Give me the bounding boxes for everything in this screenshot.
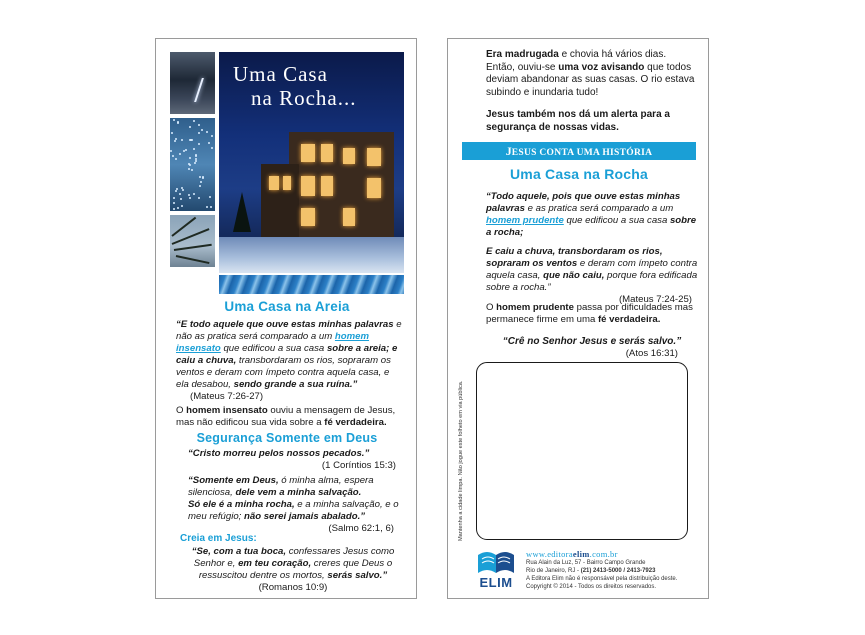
banner-word: ESUS bbox=[511, 148, 537, 158]
raindrop bbox=[190, 139, 192, 141]
raindrop bbox=[198, 124, 200, 126]
cover-title-line2: na Rocha... bbox=[251, 86, 357, 110]
highlight-prudente: homem prudente bbox=[486, 215, 564, 226]
raindrop bbox=[209, 196, 211, 198]
quote-bold: “Se, com a tua boca, bbox=[191, 546, 287, 557]
raindrop bbox=[180, 198, 182, 200]
text-bold: homem prudente bbox=[496, 302, 574, 313]
quote-bold: “Crê no Senhor Jesus e serás salvo.” bbox=[502, 336, 682, 347]
cover-title-line1: Uma Casa bbox=[233, 62, 328, 86]
raindrop bbox=[183, 150, 185, 152]
quote-bold: “Cristo morreu pelos nossos pecados.” bbox=[188, 448, 370, 459]
raindrop bbox=[193, 193, 195, 195]
pine-tree bbox=[233, 192, 251, 232]
address-line: Rua Alain da Luz, 57 - Bairro Campo Grande bbox=[526, 560, 646, 566]
house-window bbox=[367, 148, 381, 166]
quote-bold: que não caiu, bbox=[543, 270, 605, 281]
quote-text: ó minha alma, espera silenciosa, bbox=[188, 475, 374, 498]
raindrop bbox=[199, 176, 201, 178]
raindrop bbox=[206, 131, 208, 133]
house-window bbox=[367, 178, 381, 198]
elim-logo-text: ELIM bbox=[479, 575, 513, 590]
raindrop bbox=[181, 205, 183, 207]
raindrop bbox=[172, 155, 174, 157]
copyright-text: Copyright © 2014 - Todos os direitos reservados. bbox=[526, 584, 657, 590]
scripture-reference: (1 Coríntios 15:3) bbox=[321, 460, 396, 471]
rain-photo bbox=[170, 118, 215, 211]
website-link[interactable] bbox=[526, 549, 706, 559]
quote-bold: “Todo aquele, pois que ouve estas minhas palavras bbox=[486, 191, 681, 214]
quote-text: e não as pratica será comparado a um bbox=[176, 319, 402, 342]
raindrop bbox=[211, 147, 213, 149]
scripture-reference: (Atos 16:31) bbox=[625, 348, 678, 359]
text: www.editora bbox=[526, 549, 573, 559]
raindrop bbox=[199, 185, 201, 187]
raindrop bbox=[195, 154, 197, 156]
scripture-acts-16-31 bbox=[486, 336, 698, 360]
text-bold: Era madrugada bbox=[486, 49, 559, 60]
house-window bbox=[301, 208, 315, 226]
raindrop bbox=[181, 139, 183, 141]
quote-bold: Só ele é a minha rocha, bbox=[188, 499, 295, 510]
scripture-romans-10-9 bbox=[182, 546, 404, 594]
raindrop bbox=[206, 206, 208, 208]
house-window bbox=[301, 144, 315, 162]
alert-paragraph: Jesus também nos dá um alerta para a segurança de nossas vidas. bbox=[486, 109, 670, 133]
text: e chovia há vários dias. Então, ouviu-se bbox=[486, 49, 667, 73]
raindrop bbox=[179, 153, 181, 155]
snowy-ground bbox=[219, 237, 404, 273]
storm-photo bbox=[170, 52, 215, 114]
banner-initial: J bbox=[505, 144, 512, 158]
quote-text: porque fora edificada sobre a rocha.” bbox=[486, 270, 698, 293]
text-bold: homem insensato bbox=[186, 405, 268, 416]
palm-frond bbox=[176, 255, 210, 264]
quote-bold: serás salvo.” bbox=[327, 570, 388, 581]
palm-frond bbox=[174, 244, 212, 251]
raindrop bbox=[198, 143, 200, 145]
raindrop bbox=[189, 157, 191, 159]
scripture-psalm-62 bbox=[188, 475, 400, 535]
house-window bbox=[321, 144, 333, 162]
creia-heading: Creia em Jesus: bbox=[180, 533, 257, 544]
house-wing bbox=[261, 164, 299, 242]
raindrop bbox=[194, 162, 196, 164]
text: passa por dificuldades mas permanece firme em uma bbox=[486, 302, 693, 325]
quote-bold: sobre a rocha; bbox=[486, 215, 697, 238]
cover-title bbox=[229, 62, 399, 110]
paragraph-prudente bbox=[486, 302, 698, 326]
quote-bold: em teu coração, bbox=[238, 558, 312, 569]
raindrop bbox=[188, 163, 190, 165]
scripture-matthew-7-24 bbox=[486, 191, 698, 306]
raindrop bbox=[174, 140, 176, 142]
raindrop bbox=[177, 121, 179, 123]
raindrop bbox=[175, 190, 177, 192]
raindrop bbox=[173, 202, 175, 204]
scripture-reference: (Romanos 10:9) bbox=[258, 582, 328, 593]
quote-bold: sendo grande a sua ruína.” bbox=[233, 379, 358, 390]
text: O bbox=[176, 405, 187, 416]
raindrop bbox=[202, 176, 204, 178]
house-window bbox=[343, 208, 355, 226]
raindrop bbox=[201, 129, 203, 131]
scripture-matthew-7-26 bbox=[176, 319, 404, 403]
text: .com.br bbox=[589, 549, 618, 559]
banner-text: CONTA UMA HISTÓRIA bbox=[536, 148, 653, 158]
phone-numbers: (21) 2413-5000 / 2413-7923 bbox=[580, 568, 656, 574]
disclaimer-text: A Editora Elim não é responsável pela distribuição deste. bbox=[526, 576, 678, 582]
section-heading-areia: Uma Casa na Areia bbox=[224, 299, 350, 314]
quote-bold: dele vem a minha salvação. bbox=[235, 487, 362, 498]
quote-bold: “E todo aquele que ouve estas minhas palavras bbox=[176, 319, 394, 330]
quote-bold: “Somente em Deus, bbox=[188, 475, 279, 486]
section-heading-seguranca: Segurança Somente em Deus bbox=[196, 431, 378, 445]
quote-bold: sobre a areia; e caiu a chuva, bbox=[176, 343, 398, 366]
tract-back-page bbox=[447, 38, 709, 599]
house-window bbox=[269, 176, 279, 190]
quote-text: e a minha salvação, e o meu refúgio; bbox=[188, 499, 399, 522]
address-phone-line bbox=[526, 567, 706, 575]
raindrop bbox=[171, 132, 173, 134]
house-window bbox=[321, 176, 333, 196]
text: ouviu a mensagem de Jesus, mas não edificou sua vida sobre a bbox=[176, 405, 396, 428]
quote-text: e deram com ímpeto contra aquela casa, bbox=[486, 258, 698, 281]
palm-photo bbox=[170, 215, 215, 267]
text-bold: fé verdadeira. bbox=[324, 417, 387, 428]
tract-front-page bbox=[155, 38, 417, 599]
house-window bbox=[301, 176, 315, 196]
raindrop bbox=[182, 189, 184, 191]
raindrop bbox=[188, 194, 190, 196]
house-window bbox=[283, 176, 291, 190]
highlight-insensato: homem insensato bbox=[176, 331, 370, 354]
quote-bold: E caiu a chuva, transbordaram os rios, sopraram os ventos bbox=[486, 246, 663, 269]
text-bold: uma voz avisando bbox=[558, 61, 645, 73]
quote-text: e as pratica será comparado a um bbox=[524, 203, 674, 214]
intro-text bbox=[486, 49, 696, 134]
raindrop bbox=[173, 208, 175, 210]
section-heading-rocha: Uma Casa na Rocha bbox=[509, 166, 648, 182]
raindrop bbox=[181, 187, 183, 189]
raindrop bbox=[200, 181, 202, 183]
raindrop bbox=[189, 126, 191, 128]
lightning-icon bbox=[194, 78, 204, 102]
raindrop bbox=[195, 160, 197, 162]
scripture-reference: (Mateus 7:26-27) bbox=[190, 391, 264, 402]
litter-notice bbox=[458, 361, 466, 541]
litter-notice-text: Mantenha a cidade limpa. Não jogue este folheto em via pública. bbox=[458, 380, 464, 541]
raindrop bbox=[193, 148, 195, 150]
raindrop bbox=[210, 206, 212, 208]
text: Rio de Janeiro, RJ - bbox=[526, 568, 581, 574]
scripture-reference: (Mateus 7:24-25) bbox=[618, 294, 692, 305]
open-book-icon bbox=[476, 549, 516, 575]
scripture-reference: (Salmo 62:1, 6) bbox=[328, 523, 394, 534]
story-banner bbox=[462, 142, 696, 160]
raindrop bbox=[173, 197, 175, 199]
raindrop bbox=[198, 132, 200, 134]
raindrop bbox=[185, 149, 187, 151]
water-strip bbox=[219, 275, 404, 294]
quote-bold: não serei jamais abalado.” bbox=[244, 511, 366, 522]
raindrop bbox=[211, 135, 213, 137]
raindrop bbox=[175, 138, 177, 140]
text-bold: elim bbox=[572, 549, 590, 559]
paragraph-insensato bbox=[176, 405, 404, 429]
stamp-area-box bbox=[476, 362, 688, 540]
intro-paragraph bbox=[486, 49, 696, 99]
quote-text: confessares Jesus como Senhor e, bbox=[193, 546, 395, 569]
house-window bbox=[343, 148, 355, 164]
raindrop bbox=[198, 197, 200, 199]
raindrop bbox=[179, 193, 181, 195]
scripture-1-corinthians bbox=[188, 448, 402, 472]
raindrop bbox=[191, 169, 193, 171]
raindrop bbox=[189, 197, 191, 199]
raindrop bbox=[188, 168, 190, 170]
raindrop bbox=[173, 119, 175, 121]
cover-collage bbox=[170, 52, 404, 294]
raindrop bbox=[193, 120, 195, 122]
house-photo bbox=[219, 52, 404, 273]
text: O bbox=[486, 302, 497, 313]
quote-text: que edificou a sua casa bbox=[220, 343, 327, 354]
quote-text: que edificou a sua casa bbox=[563, 215, 670, 226]
text-bold: fé verdadeira. bbox=[597, 314, 661, 325]
quote-text: creres que Deus o ressuscitou dentre os mortos, bbox=[198, 558, 393, 581]
quote-text: transbordaram os rios, sopraram os ventos e deram com ímpeto contra aquela casa, e ela desabou, bbox=[176, 355, 391, 390]
publisher-contact bbox=[526, 549, 706, 591]
raindrop bbox=[175, 158, 177, 160]
raindrop bbox=[170, 150, 172, 152]
raindrop bbox=[177, 207, 179, 209]
raindrop bbox=[208, 142, 210, 144]
text: que todos deviam abandonar as suas casas. O rio estava subindo e inundaria tudo! bbox=[486, 61, 695, 98]
